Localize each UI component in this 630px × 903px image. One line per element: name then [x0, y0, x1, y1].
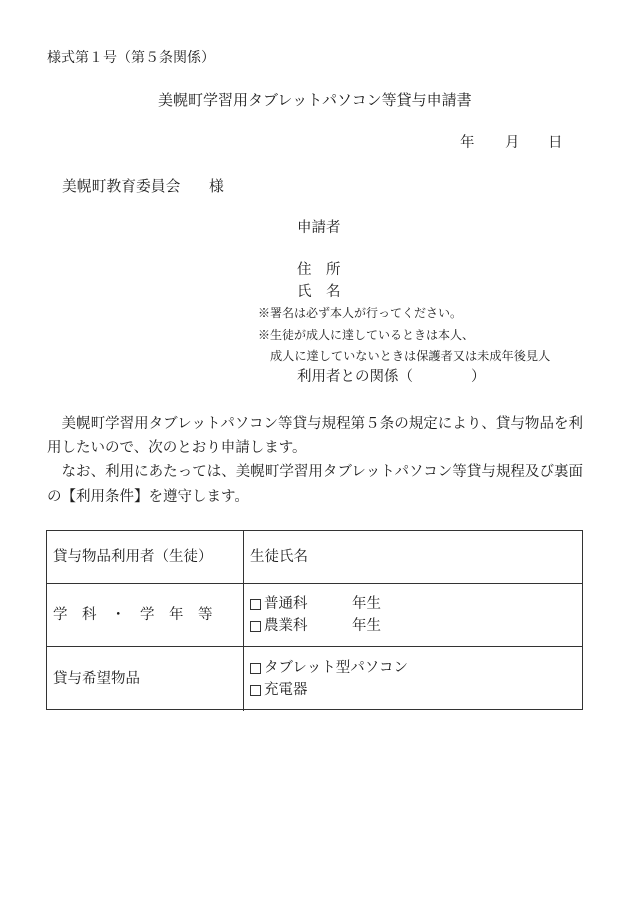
student-name-label: 生徒氏名 [250, 549, 308, 565]
checkbox[interactable] [250, 685, 261, 696]
option-label: 農業科 [264, 618, 308, 634]
relation-field[interactable]: 利用者との関係（ ） [297, 369, 486, 385]
item-option-tablet[interactable] [250, 657, 582, 679]
option-label: タブレット型パソコン [264, 660, 408, 676]
grade-suffix: 年生 [352, 596, 381, 612]
address-label: 住 所 [297, 262, 341, 278]
course-grade-options [244, 584, 582, 647]
option-label: 普通科 [264, 596, 308, 612]
student-user-label: 貸与物品利用者（生徒） [47, 531, 244, 584]
course-option-general[interactable] [250, 593, 582, 615]
date-year-label: 年 [460, 135, 475, 151]
statement-line: の【利用条件】を遵守します。 [47, 489, 249, 505]
checkbox[interactable] [250, 621, 261, 632]
statement-line: なお、利用にあたっては、美幌町学習用タブレットパソコン等貸与規程及び裏面 [47, 464, 583, 480]
statement-line: 美幌町学習用タブレットパソコン等貸与規程第５条の規定により、貸与物品を利 [47, 416, 583, 432]
loan-request-table [46, 530, 583, 710]
applicant-heading: 申請者 [297, 220, 341, 236]
requested-items-label: 貸与希望物品 [47, 647, 244, 711]
requested-items-options [244, 647, 582, 711]
adult-note: ※生徒が成人に達しているときは本人、 [258, 328, 475, 342]
statement-line: 用したいので、次のとおり申請します。 [47, 440, 307, 456]
grade-suffix: 年生 [352, 618, 381, 634]
item-option-charger[interactable] [250, 679, 582, 701]
addressee-name: 美幌町教育委員会 [62, 178, 181, 195]
date-month-label: 月 [505, 135, 520, 151]
checkbox[interactable] [250, 663, 261, 674]
option-label: 充電器 [264, 682, 308, 698]
minor-note: 成人に達していないときは保護者又は未成年後見人 [270, 349, 551, 363]
course-option-agriculture[interactable] [250, 615, 582, 637]
form-number: 様式第１号（第５条関係） [47, 50, 215, 66]
document-title: 美幌町学習用タブレットパソコン等貸与申請書 [158, 91, 472, 109]
name-label: 氏 名 [297, 284, 341, 300]
checkbox[interactable] [250, 599, 261, 610]
addressee-honorific: 様 [209, 178, 224, 195]
date-day-label: 日 [548, 135, 563, 151]
signature-note: ※署名は必ず本人が行ってください。 [258, 306, 463, 320]
student-name-field[interactable] [244, 531, 582, 584]
course-grade-label: 学 科 ・ 学 年 等 [47, 584, 244, 647]
